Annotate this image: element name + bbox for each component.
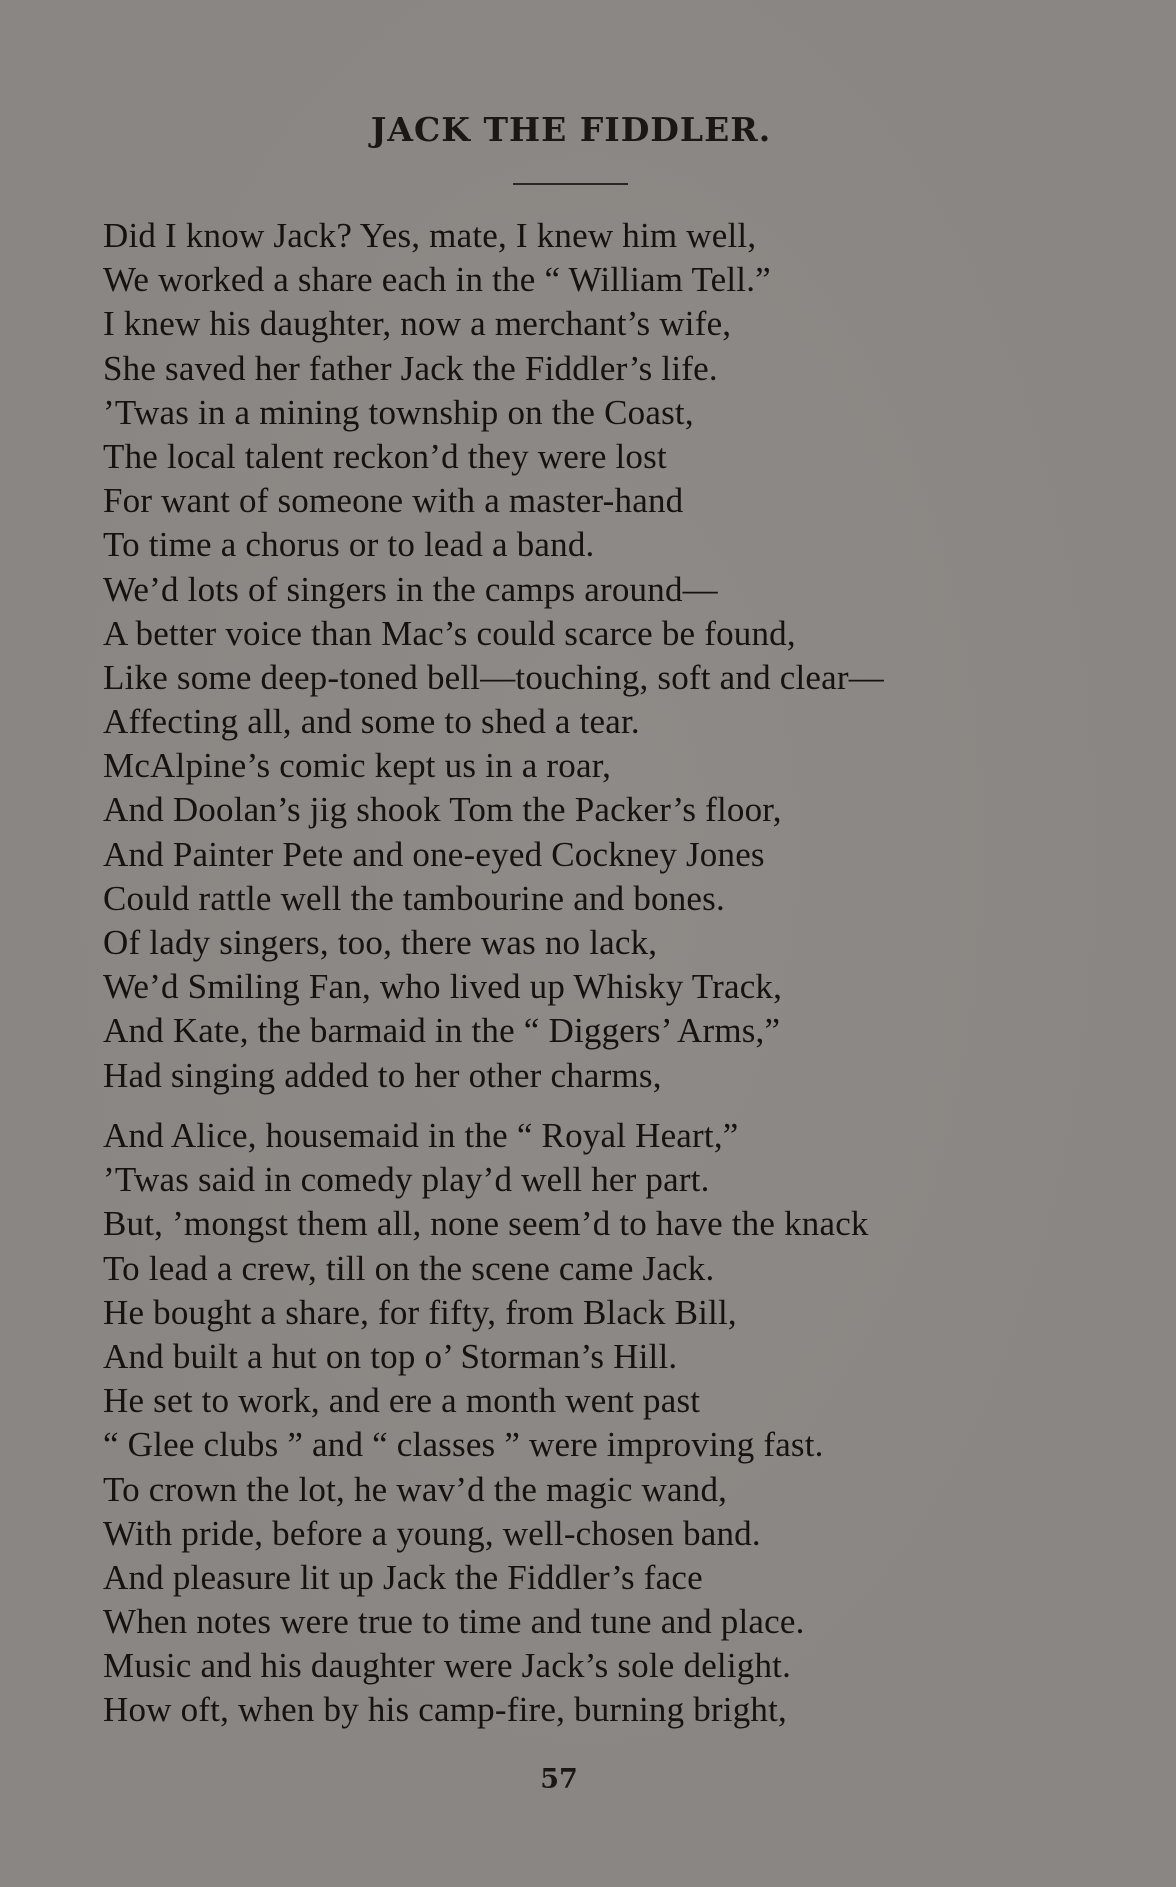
poem-line: We worked a share each in the “ William Tell.”: [103, 260, 771, 300]
poem-line: And Painter Pete and one-eyed Cockney Jones: [103, 834, 765, 874]
poem-line: When notes were true to time and tune and place.: [103, 1602, 805, 1642]
poem-line: ’Twas in a mining township on the Coast,: [103, 392, 694, 432]
poem-line: We’d lots of singers in the camps around—: [103, 569, 718, 609]
poem-line: McAlpine’s comic kept us in a roar,: [103, 746, 612, 786]
poem-line: But, ’mongst them all, none seem’d to have the knack: [103, 1204, 869, 1244]
poem-line: He set to work, and ere a month went past: [103, 1381, 701, 1421]
poem-line: ’Twas said in comedy play’d well her part.: [103, 1160, 710, 1200]
poem-line: Of lady singers, too, there was no lack,: [103, 923, 658, 962]
poem-line: To time a chorus or to lead a band.: [103, 525, 595, 565]
stanza-1: [103, 214, 884, 1098]
poem-line: Music and his daughter were Jack’s sole delight.: [103, 1646, 792, 1686]
poem-line: To lead a crew, till on the scene came Jack.: [103, 1248, 715, 1288]
poem-line: Did I know Jack? Yes, mate, I knew him well,: [103, 216, 757, 255]
poem-line: With pride, before a young, well-chosen band.: [103, 1513, 761, 1553]
poem-line: Like some deep-toned bell—touching, soft and clear—: [103, 657, 884, 697]
poem-line: The local talent reckon’d they were lost: [103, 436, 667, 476]
poem-line: And Doolan’s jig shook Tom the Packer’s floor,: [103, 790, 782, 830]
poem-line: We’d Smiling Fan, who lived up Whisky Track,: [103, 967, 783, 1007]
poem-line: To crown the lot, he wav’d the magic wand,: [103, 1469, 728, 1509]
stanza-2: [103, 1114, 869, 1733]
poem-line: “ Glee clubs ” and “ classes ” were improving fast.: [103, 1425, 824, 1465]
poem-line: She saved her father Jack the Fiddler’s life.: [103, 348, 718, 388]
poem-line: And Alice, housemaid in the “ Royal Heart,”: [103, 1116, 739, 1155]
title-divider: [513, 183, 628, 185]
poem-line: Could rattle well the tambourine and bones.: [103, 878, 725, 918]
poem-line: Affecting all, and some to shed a tear.: [103, 702, 640, 742]
poem-line: I knew his daughter, now a merchant’s wife,: [103, 304, 732, 344]
poem-line: For want of someone with a master-hand: [103, 481, 684, 521]
poem-title: JACK THE FIDDLER.: [370, 110, 772, 149]
poem-line: How oft, when by his camp-fire, burning bright,: [103, 1690, 787, 1730]
poem-line: A better voice than Mac’s could scarce be found,: [103, 613, 796, 653]
poem-line: He bought a share, for fifty, from Black Bill,: [103, 1292, 737, 1332]
page-number: 57: [540, 1764, 578, 1795]
poem-line: Had singing added to her other charms,: [103, 1055, 662, 1095]
poem-line: And pleasure lit up Jack the Fiddler’s face: [103, 1557, 703, 1597]
poem-line: And built a hut on top o’ Storman’s Hill.: [103, 1336, 678, 1376]
poem-line: And Kate, the barmaid in the “ Diggers’ Arms,”: [103, 1011, 781, 1051]
